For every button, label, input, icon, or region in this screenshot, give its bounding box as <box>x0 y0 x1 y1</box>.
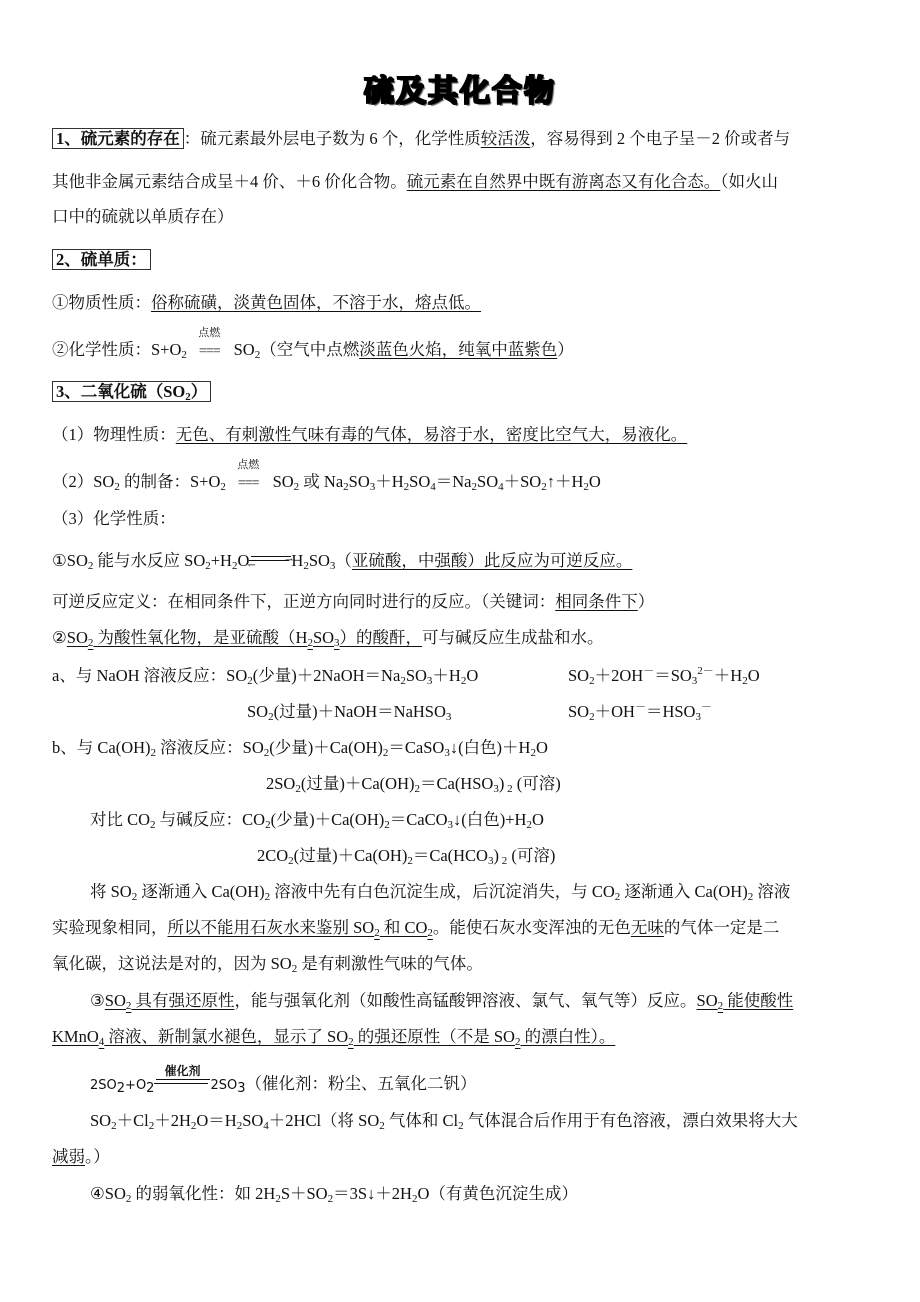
text-run: O <box>747 666 760 685</box>
text-run: （如火山 <box>720 172 778 191</box>
text-run: － <box>700 701 712 713</box>
doc-line-s3-p2 <box>52 459 601 495</box>
text-run: 2 <box>131 891 138 903</box>
section-heading-box <box>52 128 184 149</box>
text-run: 2 <box>150 819 156 831</box>
text-run: 或 Na <box>299 472 344 491</box>
text-run: 溶液中先有白色沉淀生成，后沉淀消失，与 CO <box>270 882 615 901</box>
text-run: ＋2HCl（将 SO <box>268 1111 380 1130</box>
text-run: 2 <box>530 747 536 759</box>
reaction-condition <box>237 459 260 495</box>
doc-line-s3-b2 <box>266 773 561 795</box>
text-run: O <box>237 551 250 570</box>
text-run: 和 CO <box>379 918 428 937</box>
text-run: 的制备：S+O <box>119 472 221 491</box>
text-run: 2 <box>295 783 301 795</box>
text-run: ①SO <box>52 551 88 570</box>
text-run: SO <box>66 628 88 647</box>
text-run: 无味 <box>630 918 664 937</box>
text-run: ＋H <box>713 666 743 685</box>
text-run: 2 <box>384 819 390 831</box>
text-run: ＝Ca(HCO <box>412 846 488 865</box>
text-run: SO <box>247 702 269 721</box>
text-run: 2 <box>379 1120 385 1132</box>
text-run: 2 <box>414 783 420 795</box>
text-run: 2CO <box>257 846 289 865</box>
text-run: 2 <box>264 891 271 903</box>
text-run: SO <box>272 472 294 491</box>
text-run: 将 SO <box>90 882 132 901</box>
text-run: 2 <box>343 481 349 493</box>
text-run: ＋Cl <box>116 1111 149 1130</box>
text-run: 2 <box>471 481 478 493</box>
text-run: ④SO <box>90 1184 126 1203</box>
text-run: 2 <box>181 349 187 361</box>
doc-line-s3-a2 <box>247 701 451 723</box>
text-run: (少量)＋Ca(OH) <box>269 738 383 757</box>
text-run: 4 <box>430 481 436 493</box>
doc-line-s3-h <box>52 381 211 403</box>
text-run: KMnO <box>52 1027 99 1046</box>
text-run: ＋H <box>375 472 404 491</box>
text-run: （3）化学性质： <box>52 509 176 528</box>
doc-line-s3-c4-l2 <box>52 1026 615 1048</box>
text-run: （空气中点燃 <box>260 340 360 359</box>
text-run: 3 <box>329 560 336 572</box>
text-run: (可溶) <box>512 774 561 793</box>
text-run: ） <box>637 592 655 611</box>
text-run: 2 <box>293 481 300 493</box>
doc-line-s3-c4-l1 <box>90 990 793 1012</box>
text-run: ①物质性质： <box>52 293 151 312</box>
text-run: 淡蓝色火焰，纯氧中蓝紫色 <box>359 340 558 359</box>
doc-line-s3-c4-l5 <box>52 1146 110 1168</box>
text-run: 对比 CO <box>90 810 151 829</box>
text-run: 的弱氧化性：如 2H <box>131 1184 276 1203</box>
text-run: 2 <box>190 1120 197 1132</box>
text-run: 口中的硫就以单质存在） <box>52 207 234 226</box>
doc-line-s3-c2 <box>52 591 654 613</box>
text-run: O（有黄色沉淀生成） <box>417 1184 578 1203</box>
text-run: 2 <box>403 481 410 493</box>
text-run: 2 <box>382 747 389 759</box>
text-run: 氧化碳，这说法是对的，因为 SO <box>52 954 292 973</box>
text-run: 2 <box>407 855 413 867</box>
text-run: SO <box>348 472 370 491</box>
text-run: a、与 NaOH 溶液反应：SO <box>52 666 248 685</box>
doc-line-s3-a1-ion <box>568 665 760 687</box>
text-run: 3 <box>695 711 701 723</box>
text-run: 亚硫酸，中强酸）此反应为可逆反应。 <box>351 551 633 570</box>
text-run: 2 <box>220 481 226 493</box>
text-run: ：硫元素最外层电子数为 6 个，化学性质 <box>183 129 481 148</box>
condition-label: 点燃 <box>237 459 260 471</box>
section-heading-text: ） <box>190 382 208 401</box>
text-run: 2 <box>263 747 270 759</box>
text-run: 3 <box>493 783 499 795</box>
text-run: SO <box>242 1111 264 1130</box>
text-run: 相同条件下 <box>555 592 638 611</box>
catalyst-label: 催化剂 <box>164 1064 201 1078</box>
text-run: 2 <box>125 1000 132 1012</box>
doc-line-s3-a2-ion <box>568 701 712 723</box>
text-run: (可溶) <box>507 846 556 865</box>
text-run: 2SO <box>90 1078 117 1093</box>
text-run: 4 <box>263 1120 269 1132</box>
text-run: SO <box>477 472 499 491</box>
text-run: ＝CaCO <box>389 810 448 829</box>
condition-label: 点燃 <box>198 327 221 339</box>
text-run: 是有刺激性气味的气体。 <box>297 954 483 973</box>
text-run: 其他非金属元素结合成呈＋4 价、＋6 价化合物。 <box>52 172 407 191</box>
doc-line-s3-c4-l4 <box>90 1110 798 1132</box>
text-run: ↓(白色)＋H <box>449 738 531 757</box>
section-heading-text: 2 <box>185 391 191 403</box>
text-run: （1）物理性质： <box>52 425 176 444</box>
text-run: 2 <box>111 1120 117 1132</box>
text-run: 与碱反应：CO <box>155 810 266 829</box>
text-run: 2 <box>291 963 298 975</box>
text-run: ③ <box>90 991 105 1010</box>
section-heading-text: 2、硫单质： <box>56 250 147 269</box>
doc-line-s3-c5 <box>90 1183 578 1205</box>
text-run: 3 <box>691 675 698 687</box>
doc-line-s3-p4-l3 <box>52 953 483 975</box>
text-run: b、与 Ca(OH) <box>52 738 151 757</box>
reversible-arrow-icon: ⇀ ↽ <box>247 555 294 571</box>
text-run: 2 <box>288 855 294 867</box>
text-run: 的漂白性）。 <box>520 1027 616 1046</box>
doc-line-s3-b4 <box>257 845 555 867</box>
section-heading-box <box>52 249 151 270</box>
text-run: ＝3S↓＋2H <box>333 1184 412 1203</box>
section-heading-box <box>52 381 211 402</box>
text-run: 2 <box>514 1036 521 1048</box>
doc-line-s3-p1 <box>52 424 687 446</box>
text-run: ，能与强氧化剂（如酸性高锰酸钾溶液、氯气、氧气等）反应。 <box>234 991 697 1010</box>
doc-line-s1-l3 <box>52 206 234 228</box>
text-run: 3 <box>334 637 340 649</box>
text-run: － <box>643 665 655 677</box>
text-run: 逐渐通入 Ca(OH) <box>620 882 748 901</box>
text-run: 2 <box>747 891 754 903</box>
text-run: 2 <box>254 349 261 361</box>
text-run: ＝Na <box>435 472 472 491</box>
text-run: SO <box>696 991 718 1010</box>
text-run: 2 <box>427 927 433 939</box>
text-run: 2 <box>541 481 547 493</box>
text-run: 2 <box>400 675 406 687</box>
doc-line-s2-h <box>52 249 151 271</box>
text-run: (过量)＋Ca(OH) <box>293 846 408 865</box>
text-run: 逐渐通入 Ca(OH) <box>137 882 265 901</box>
text-run: 3 <box>444 747 450 759</box>
text-run: 2 <box>374 927 380 939</box>
text-run: 2 <box>504 783 513 795</box>
text-run: 。能使石灰水变浑浊的无色 <box>432 918 631 937</box>
doc-line-s3-b3 <box>90 809 544 831</box>
text-run: 能使酸性 <box>723 991 794 1010</box>
text-run: (少量)＋2NaOH＝Na <box>252 666 401 685</box>
text-run: 可逆反应定义：在相同条件下，正逆方向同时进行的反应。（关键词： <box>52 592 556 611</box>
doc-line-s2-l1 <box>52 292 481 314</box>
text-run: 溶液、新制氯水褪色，显示了 SO <box>104 1027 349 1046</box>
text-run: 2 <box>125 1193 132 1205</box>
text-run: 硫元素在自然界中既有游离态又有化合态。 <box>406 172 721 191</box>
section-heading-text: 3、二氧化硫（SO <box>56 382 186 401</box>
text-run: 具有强还原性 <box>131 991 235 1010</box>
text-run: +H <box>210 551 232 570</box>
doc-line-s3-b1 <box>52 737 548 759</box>
text-run: 2 <box>116 1081 126 1096</box>
text-run: 2SO <box>266 774 296 793</box>
text-run: 4 <box>498 481 504 493</box>
text-run: 气体和 Cl <box>384 1111 459 1130</box>
text-run: ＋SO <box>503 472 542 491</box>
text-run: 3 <box>447 819 453 831</box>
text-run: 为酸性氧化物，是亚硫酸（H <box>93 628 308 647</box>
text-run: 3 <box>426 675 433 687</box>
text-run: 2 <box>148 1120 155 1132</box>
text-run: 2 <box>589 675 595 687</box>
text-run: 2－ <box>697 665 714 677</box>
text-run: 4 <box>98 1036 105 1048</box>
text-run: 俗称硫磺，淡黄色固体，不溶于水，熔点低。 <box>151 293 481 312</box>
text-run: 2 <box>614 891 621 903</box>
text-run: 2 <box>87 560 94 572</box>
text-run: （催化剂：粉尘、五氧化二钒） <box>245 1074 477 1093</box>
text-run: 2 <box>742 675 748 687</box>
text-run: 的气体一定是二 <box>663 918 780 937</box>
text-run: ↑＋H <box>546 472 584 491</box>
text-run: 溶液反应：SO <box>156 738 264 757</box>
text-run: 2 <box>150 747 157 759</box>
equals-sign: === <box>198 344 220 359</box>
text-run: (少量)＋Ca(OH) <box>270 810 385 829</box>
text-run: 2 <box>275 1193 281 1205</box>
text-run: ＝CaSO <box>388 738 445 757</box>
text-run: ②化学性质：S+O <box>52 340 182 359</box>
text-run: 2 <box>460 675 467 687</box>
text-run: ↓(白色)+H <box>452 810 527 829</box>
text-run: （2）SO <box>52 472 115 491</box>
doc-line-s3-p4-l1 <box>90 881 790 903</box>
text-run: 无色、有刺激性气味有毒的气体，易溶于水，密度比空气大，易液化。 <box>175 425 688 444</box>
text-run: SO <box>308 551 330 570</box>
text-run: 3 <box>369 481 376 493</box>
doc-line-s3-c3 <box>52 627 604 649</box>
equals-sign: === <box>237 476 259 491</box>
doc-line-s1-l2 <box>52 171 778 193</box>
text-run: 2 <box>205 560 211 572</box>
text-run: O <box>466 666 479 685</box>
text-run: 2 <box>411 1193 418 1205</box>
catalyst-reversible-arrow-icon <box>154 1064 210 1087</box>
doc-line-s2-l2 <box>52 327 574 363</box>
text-run: ，容易得到 2 个电子呈－2 价或者与 <box>530 129 791 148</box>
text-run: ＋H <box>432 666 461 685</box>
text-run: 2 <box>717 1000 724 1012</box>
text-run: 2 <box>348 1036 354 1048</box>
text-run: 2 <box>303 560 309 572</box>
text-run: ＋2H <box>154 1111 191 1130</box>
text-run: 2 <box>268 711 274 723</box>
text-run: O <box>535 738 548 757</box>
page-title: 硫及其化合物 <box>364 74 556 109</box>
text-run: ） <box>557 340 574 359</box>
doc-line-s3-c1 <box>52 550 632 572</box>
text-run: 2 <box>114 481 120 493</box>
text-run: （ <box>335 551 352 570</box>
text-run: 2 <box>498 855 508 867</box>
text-run: SO <box>104 991 126 1010</box>
text-run: 2 <box>265 819 271 831</box>
text-run: 2 <box>146 1081 155 1096</box>
text-run: 的强还原性（不是 SO <box>353 1027 515 1046</box>
text-run: SO <box>405 666 427 685</box>
text-run: O <box>588 472 601 491</box>
text-run: 较活泼 <box>480 129 531 148</box>
doc-line-s3-p4-l2 <box>52 917 779 939</box>
text-run: 2 <box>307 637 313 649</box>
text-run: ) <box>498 774 505 793</box>
text-run: 2 <box>87 637 94 649</box>
text-run: 3 <box>237 1081 246 1096</box>
text-run: 实验现象相同， <box>52 918 168 937</box>
text-run: O＝H <box>196 1111 237 1130</box>
text-run: SO <box>90 1111 112 1130</box>
text-run: ＝Ca(HSO <box>419 774 494 793</box>
text-run: 减弱 <box>52 1147 85 1166</box>
text-run: ＝HSO <box>645 702 696 721</box>
text-run: ＋2OH <box>594 666 644 685</box>
text-run: S＋SO <box>280 1184 328 1203</box>
text-run: 能与水反应 SO <box>93 551 206 570</box>
doc-line-s3-p3 <box>52 508 176 530</box>
text-run: 2 <box>589 711 595 723</box>
text-run: ② <box>52 628 67 647</box>
text-run: (过量)＋NaOH＝NaHSO <box>273 702 446 721</box>
doc-line-s3-a1 <box>52 665 478 687</box>
text-run: ＝SO <box>654 666 692 685</box>
text-run: SO <box>233 340 255 359</box>
text-run: 。） <box>85 1147 110 1166</box>
text-run: 所以不能用石灰水来鉴别 SO <box>167 918 375 937</box>
text-run: 2 <box>526 819 532 831</box>
text-run: +O <box>125 1078 147 1093</box>
text-run: 2 <box>583 481 589 493</box>
doc-line-s1-l1 <box>52 128 790 150</box>
text-run: 气体混合后作用于有色溶液，漂白效果将大大 <box>463 1111 798 1130</box>
text-run: 3 <box>487 855 494 867</box>
text-run: 2 <box>236 1120 243 1132</box>
text-run: 2 <box>231 560 238 572</box>
doc-line-s3-c4-l3 <box>90 1064 477 1097</box>
text-run: 2 <box>458 1120 464 1132</box>
text-run: SO <box>409 472 431 491</box>
text-run: 2SO <box>210 1078 238 1093</box>
text-run: 可与碱反应生成盐和水。 <box>422 628 604 647</box>
text-run: 3 <box>445 711 452 723</box>
text-run: 溶液 <box>753 882 791 901</box>
text-run: O <box>531 810 544 829</box>
text-run: SO <box>312 628 335 647</box>
text-run: SO <box>568 702 590 721</box>
text-run: H <box>291 551 304 570</box>
text-run: 2 <box>327 1193 334 1205</box>
text-run: (过量)＋Ca(OH) <box>300 774 415 793</box>
text-run: ＋OH <box>594 702 635 721</box>
reaction-condition <box>198 327 221 363</box>
text-run: SO <box>568 666 590 685</box>
text-run: ）的酸酐， <box>339 628 423 647</box>
text-run: － <box>634 701 646 713</box>
text-run: 2 <box>247 675 253 687</box>
section-heading-text: 1、硫元素的存在 <box>56 129 180 148</box>
text-run: ) <box>493 846 499 865</box>
